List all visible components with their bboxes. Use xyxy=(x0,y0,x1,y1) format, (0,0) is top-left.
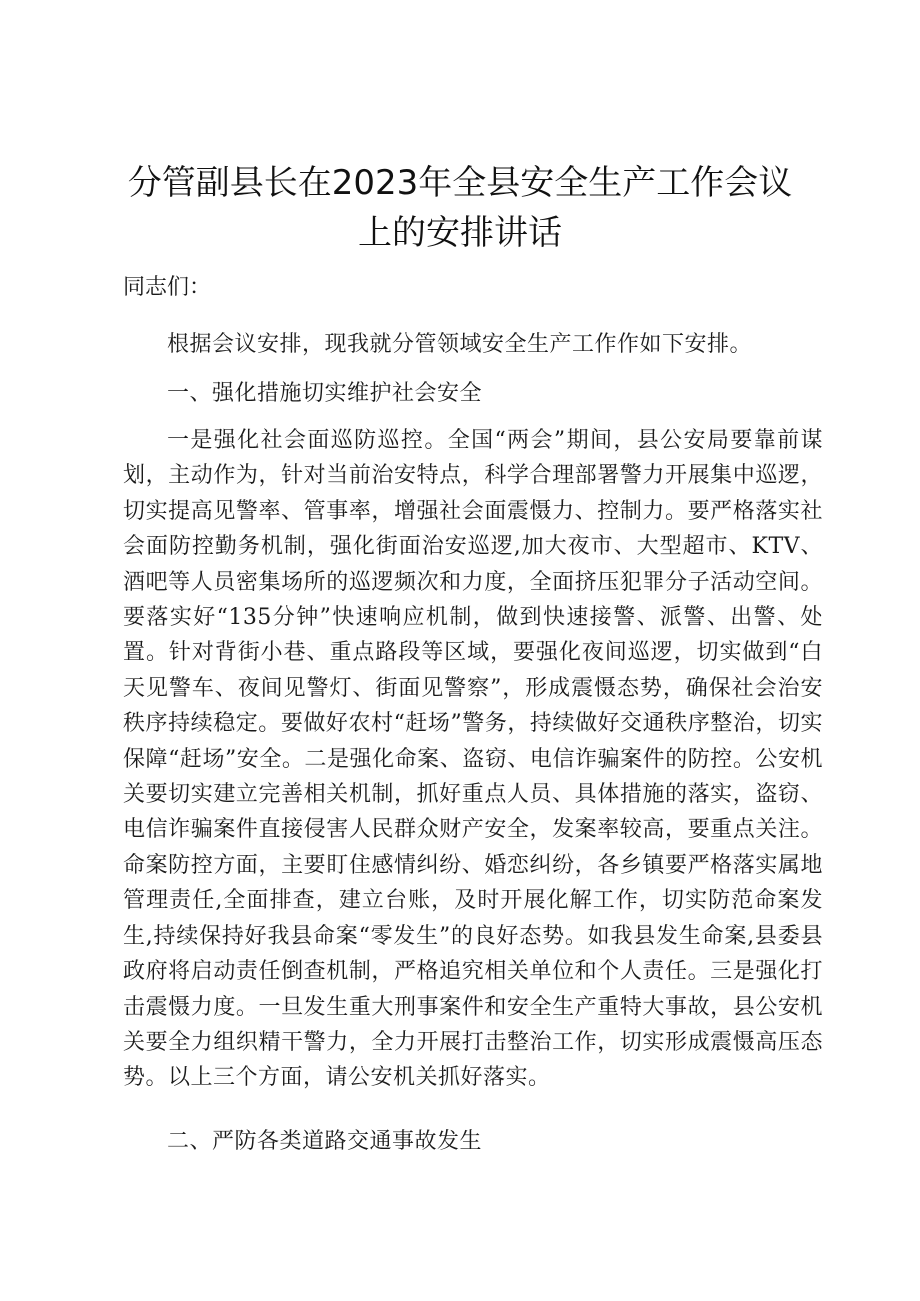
salutation: 同志们： xyxy=(123,275,212,300)
section-1-body: 一是强化社会面巡防巡控。全国“两会”期间，县公安局要靠前谋划，主动作为，针对当前治安特点，科学合理部署警力开展集中巡逻，切实提高见警率、管事率，增强社会面震慑力、控制力。要严格落实社会面防控勤务机制，强化街面治安巡逻,加大夜市、大型超市、KTV、酒吧等人员密集场所的巡逻频次和力度，全面挤压犯罪分子活动空间。要落实好“135分钟”快速响应机制，做到快速接警、派警、出警、处置。针对背街小巷、重点路段等区域，要强化夜间巡逻，切实做到“白天见警车、夜间见警灯、街面见警察”，形成震慑态势，确保社会治安秩序持续稳定。要做好农村“赶场”警务，持续做好交通秩序整治，切实保障“赶场”安全。二是强化命案、盗窃、电信诈骗案件的防控。公安机关要切实建立完善相关机制，抓好重点人员、具体措施的落实，盗窃、电信诈骗案件直接侵害人民群众财产安全，发案率较高，要重点关注。命案防控方面，主要盯住感情纠纷、婚恋纠纷，各乡镇要严格落实属地管理责任,全面排查，建立台账，及时开展化解工作，切实防范命案发生,持续保持好我县命案“零发生”的良好态势。如我县发生命案,县委县政府将启动责任倒查机制，严格追究相关单位和个人责任。三是强化打击震慑力度。一旦发生重大刑事案件和安全生产重特大事故，县公安机关要全力组织精干警力，全力开展打击整治工作，切实形成震慑高压态势。以上三个方面，请公安机关抓好落实。 xyxy=(123,428,823,1091)
title-line-2: 上的安排讲话 xyxy=(358,213,562,253)
section-1-heading: 一、强化措施切实维护社会安全 xyxy=(167,381,483,406)
document-title xyxy=(100,158,820,258)
intro-paragraph: 根据会议安排，现我就分管领域安全生产工作作如下安排。 xyxy=(167,332,753,357)
title-line-1: 分管副县长在2023年全县安全生产工作会议 xyxy=(127,163,793,203)
section-2-heading: 二、严防各类道路交通事故发生 xyxy=(167,1129,483,1154)
